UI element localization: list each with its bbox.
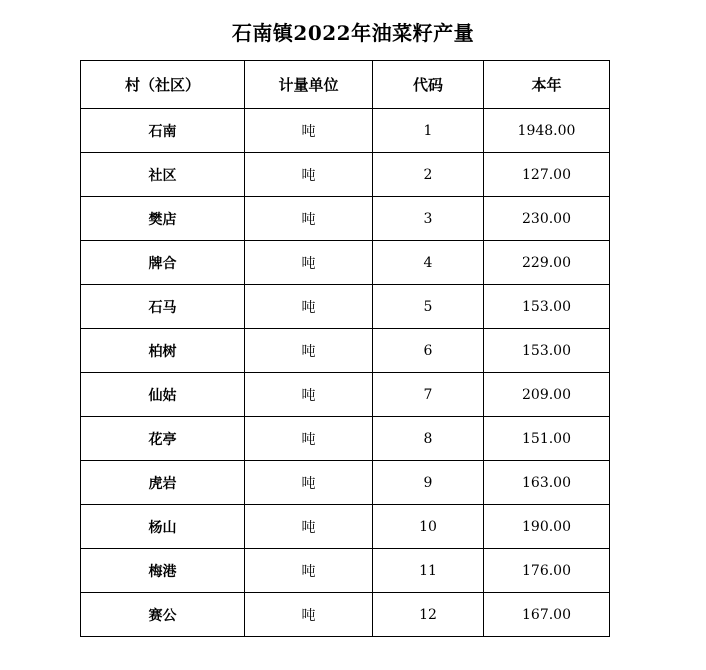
code-cell: 9 (373, 461, 484, 505)
yield-value: 163.00 (484, 461, 610, 505)
table-row (81, 153, 610, 197)
table-row (81, 461, 610, 505)
unit-cell: 吨 (245, 153, 373, 197)
village-name: 石南 (81, 109, 245, 153)
unit-cell: 吨 (245, 241, 373, 285)
unit-cell: 吨 (245, 593, 373, 637)
code-cell: 4 (373, 241, 484, 285)
yield-value: 127.00 (484, 153, 610, 197)
code-cell: 11 (373, 549, 484, 593)
code-cell: 2 (373, 153, 484, 197)
page-title: 石南镇2022年油菜籽产量 (231, 21, 475, 45)
yield-value: 190.00 (484, 505, 610, 549)
yield-value: 230.00 (484, 197, 610, 241)
column-header-village: 村（社区） (81, 61, 245, 109)
yield-value: 153.00 (484, 285, 610, 329)
unit-cell: 吨 (245, 329, 373, 373)
table-row (81, 241, 610, 285)
unit-cell: 吨 (245, 549, 373, 593)
yield-value: 209.00 (484, 373, 610, 417)
village-name: 赛公 (81, 593, 245, 637)
yield-value: 176.00 (484, 549, 610, 593)
column-header-this-year: 本年 (484, 61, 610, 109)
village-name: 樊店 (81, 197, 245, 241)
unit-cell: 吨 (245, 417, 373, 461)
unit-cell: 吨 (245, 197, 373, 241)
table-row (81, 197, 610, 241)
village-name: 仙姑 (81, 373, 245, 417)
code-cell: 5 (373, 285, 484, 329)
village-name: 石马 (81, 285, 245, 329)
unit-cell: 吨 (245, 109, 373, 153)
yield-value: 167.00 (484, 593, 610, 637)
column-header-unit: 计量单位 (245, 61, 373, 109)
yield-value: 1948.00 (484, 109, 610, 153)
yield-value: 151.00 (484, 417, 610, 461)
table-row (81, 285, 610, 329)
table-body (81, 109, 610, 637)
yield-value: 229.00 (484, 241, 610, 285)
table-row (81, 505, 610, 549)
village-name: 牌合 (81, 241, 245, 285)
unit-cell: 吨 (245, 505, 373, 549)
table-row (81, 373, 610, 417)
village-name: 社区 (81, 153, 245, 197)
table-row (81, 109, 610, 153)
column-header-code: 代码 (373, 61, 484, 109)
village-name: 杨山 (81, 505, 245, 549)
rapeseed-yield-table (80, 60, 610, 637)
table-header-row (81, 61, 610, 109)
table-row (81, 417, 610, 461)
code-cell: 7 (373, 373, 484, 417)
village-name: 柏树 (81, 329, 245, 373)
code-cell: 12 (373, 593, 484, 637)
village-name: 梅港 (81, 549, 245, 593)
table-row (81, 593, 610, 637)
unit-cell: 吨 (245, 373, 373, 417)
code-cell: 1 (373, 109, 484, 153)
code-cell: 8 (373, 417, 484, 461)
code-cell: 3 (373, 197, 484, 241)
code-cell: 6 (373, 329, 484, 373)
code-cell: 10 (373, 505, 484, 549)
unit-cell: 吨 (245, 285, 373, 329)
village-name: 虎岩 (81, 461, 245, 505)
yield-value: 153.00 (484, 329, 610, 373)
table-row (81, 549, 610, 593)
table-row (81, 329, 610, 373)
unit-cell: 吨 (245, 461, 373, 505)
village-name: 花亭 (81, 417, 245, 461)
